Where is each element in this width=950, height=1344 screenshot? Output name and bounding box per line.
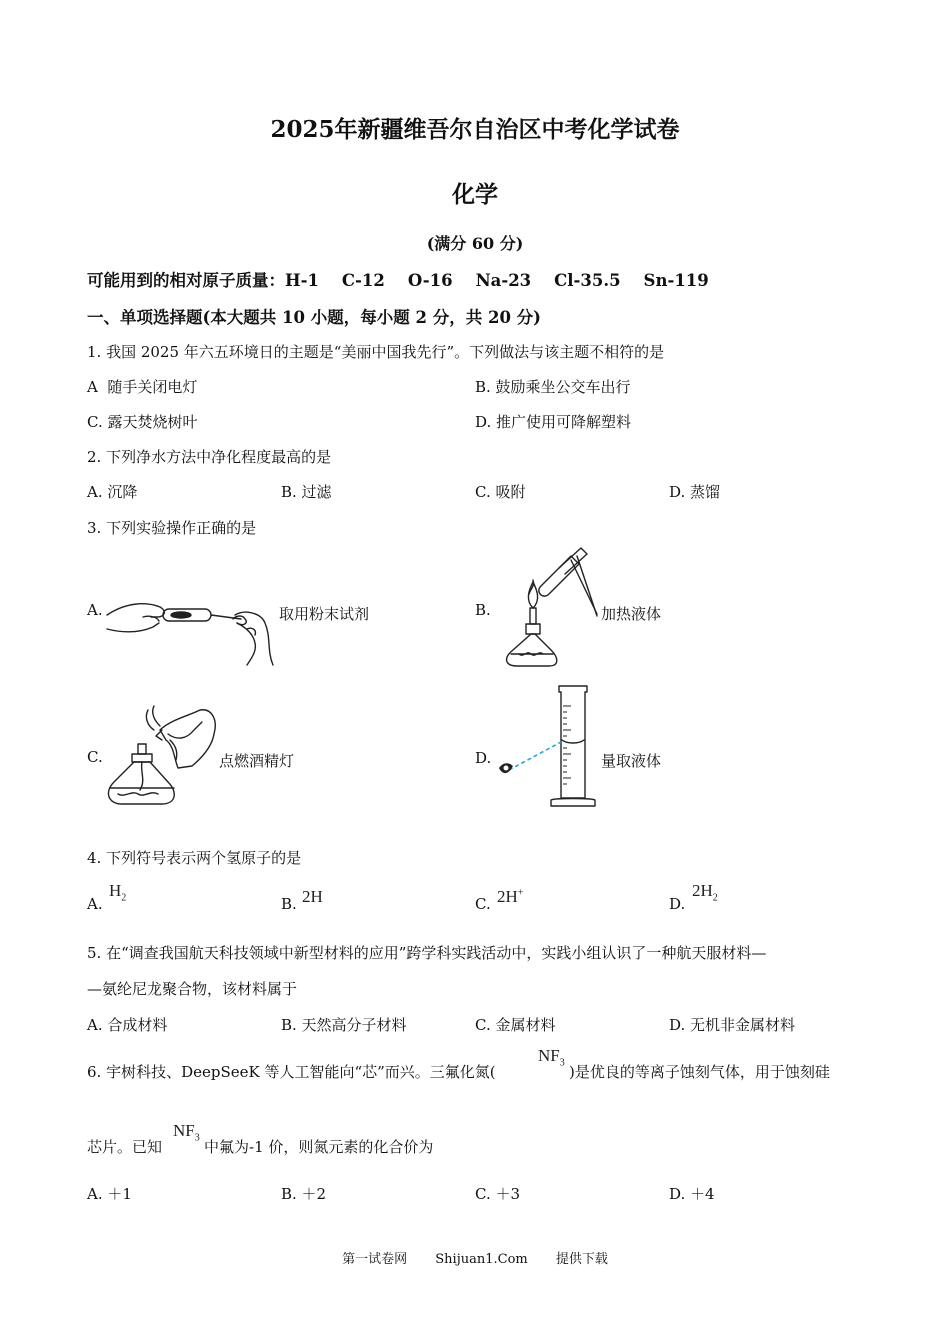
question-3-stem: 3. 下列实验操作正确的是 bbox=[87, 519, 257, 537]
question-6-option-c: C. ＋3 bbox=[475, 1185, 521, 1203]
question-4-option-c-letter: C. bbox=[475, 895, 491, 913]
question-2-stem: 2. 下列净水方法中净化程度最高的是 bbox=[87, 448, 332, 466]
question-4-option-a-formula: $H_2$ bbox=[109, 881, 127, 904]
question-1-option-c: C. 露天焚烧树叶 bbox=[87, 413, 198, 431]
question-1-stem: 1. 我国 2025 年六五环境日的主题是“美丽中国我先行”。下列做法与该主题不相符的是 bbox=[87, 343, 665, 361]
footer-note: 提供下载 bbox=[555, 1252, 608, 1267]
question-5-option-b: B. 天然高分子材料 bbox=[281, 1016, 407, 1034]
question-1-option-a: A 随手关闭电灯 bbox=[87, 378, 198, 396]
question-1-option-b: B. 鼓励乘坐公交车出行 bbox=[475, 378, 631, 396]
question-5-option-a: A. 合成材料 bbox=[87, 1016, 168, 1034]
question-3-option-a-caption: 取用粉末试剂 bbox=[279, 605, 370, 623]
question-4-option-d-letter: D. bbox=[669, 895, 686, 913]
question-3-option-a-letter: A. bbox=[87, 601, 103, 619]
section-heading: 一、单项选择题(本大题共 10 小题，每小题 2 分，共 20 分) bbox=[87, 308, 541, 327]
question-6-option-b: B. ＋2 bbox=[281, 1185, 327, 1203]
question-4-option-b-letter: B. bbox=[281, 895, 297, 913]
atomic-masses: 可能用到的相对原子质量：H-1 C-12 O-16 Na-23 Cl-35.5 Sn-119 bbox=[87, 271, 709, 290]
question-4-stem: 4. 下列符号表示两个氢原子的是 bbox=[87, 849, 302, 867]
question-3-option-d-letter: D. bbox=[475, 749, 492, 767]
question-3-option-c-letter: C. bbox=[87, 748, 103, 766]
question-5-stem-line-2: —氨纶尼龙聚合物，该材料属于 bbox=[87, 980, 298, 998]
footer-site-name: 第一试卷网 bbox=[342, 1252, 408, 1267]
question-2-option-c: C. 吸附 bbox=[475, 483, 526, 501]
question-3-option-d-caption: 量取液体 bbox=[601, 752, 662, 770]
page-footer bbox=[0, 1248, 950, 1267]
measuring-cylinder-illustration bbox=[495, 682, 605, 810]
question-3-option-b-letter: B. bbox=[475, 601, 491, 619]
powder-reagent-illustration bbox=[105, 593, 277, 668]
question-6-line-1-start: 6. 宇树科技、DeepSeeK 等人工智能向“芯”而兴。三氟化氮( bbox=[87, 1063, 496, 1081]
full-score: (满分 60 分) bbox=[426, 234, 524, 253]
question-1-option-d: D. 推广使用可降解塑料 bbox=[475, 413, 632, 431]
heating-liquid-illustration bbox=[493, 546, 605, 670]
question-6-formula-inline: $NF_3$ bbox=[538, 1046, 565, 1069]
question-5-option-d: D. 无机非金属材料 bbox=[669, 1016, 796, 1034]
question-4-option-b-formula: 2H bbox=[302, 887, 323, 906]
question-2-option-b: B. 过滤 bbox=[281, 483, 332, 501]
question-6-option-d: D. ＋4 bbox=[669, 1185, 715, 1203]
question-6-line-1-end: )是优良的等离子蚀刻气体，用于蚀刻硅 bbox=[569, 1063, 830, 1081]
question-6-formula-second: $NF_3$ bbox=[173, 1121, 200, 1144]
lighting-alcohol-lamp-illustration bbox=[104, 700, 220, 812]
question-2-option-d: D. 蒸馏 bbox=[669, 483, 721, 501]
question-6-option-a: A. ＋1 bbox=[87, 1185, 132, 1203]
question-4-option-a-letter: A. bbox=[87, 895, 103, 913]
exam-title: 2025年新疆维吾尔自治区中考化学试卷 bbox=[270, 116, 680, 143]
subject-heading: 化学 bbox=[452, 181, 498, 208]
question-2-option-a: A. 沉降 bbox=[87, 483, 138, 501]
question-6-line-2-start: 芯片。已知 bbox=[87, 1138, 163, 1156]
question-5-stem-line-1: 5. 在“调查我国航天科技领域中新型材料的应用”跨学科实践活动中，实践小组认识了一种航天服材料— bbox=[87, 944, 767, 962]
question-3-option-b-caption: 加热液体 bbox=[601, 605, 662, 623]
footer-domain[interactable]: Shijuan1.Com bbox=[435, 1252, 528, 1267]
question-5-option-c: C. 金属材料 bbox=[475, 1016, 556, 1034]
question-6-line-2-end: 中氟为-1 价，则氮元素的化合价为 bbox=[204, 1138, 434, 1156]
question-3-option-c-caption: 点燃酒精灯 bbox=[219, 752, 295, 770]
question-4-option-c-formula: 2H+ bbox=[497, 887, 524, 906]
question-4-option-d-formula: $2H_2$ bbox=[692, 881, 718, 904]
